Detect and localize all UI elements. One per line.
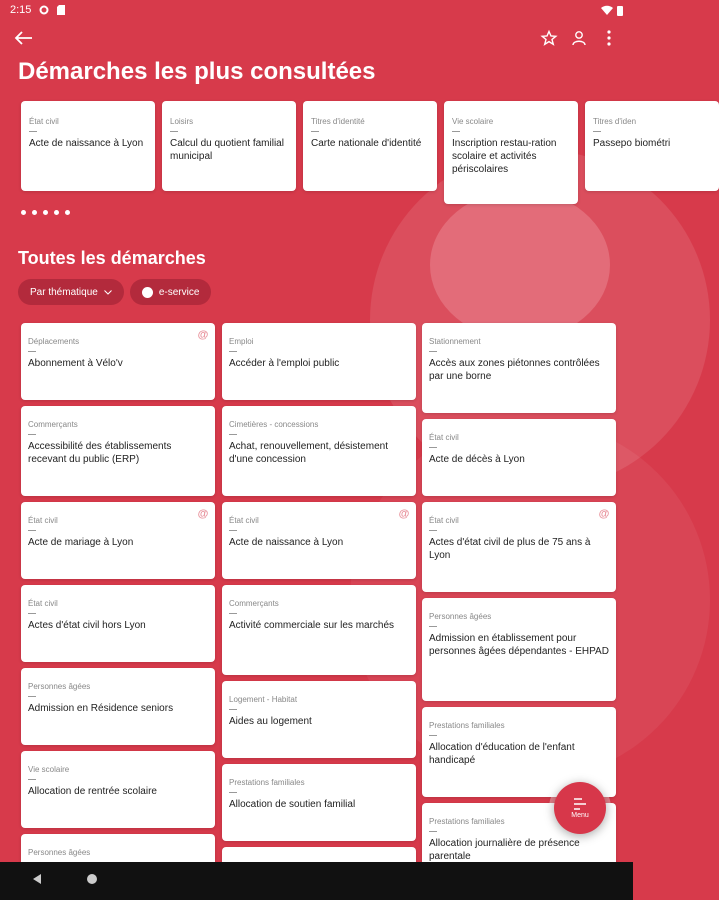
category-divider (229, 434, 237, 435)
category-divider (429, 447, 437, 448)
triangle-back-icon (32, 873, 42, 885)
procedure-tile[interactable] (21, 668, 215, 745)
procedure-tile[interactable] (21, 502, 215, 579)
tile-category: Prestations familiales (429, 817, 505, 826)
tile-category: Déplacements (28, 337, 80, 346)
procedure-tile[interactable] (21, 751, 215, 828)
tile-category: Commerçants (229, 599, 279, 608)
tile-title: Allocation de soutien familial (229, 799, 356, 810)
card-title: Carte nationale d'identité (311, 138, 422, 149)
card-category: Vie scolaire (452, 117, 494, 126)
category-divider (229, 792, 237, 793)
tile-category: État civil (28, 599, 58, 608)
tile-category: Stationnement (429, 337, 481, 346)
tile-category: Vie scolaire (28, 765, 70, 774)
card-category: État civil (29, 117, 59, 126)
category-divider (429, 831, 437, 832)
procedure-tile[interactable] (222, 502, 416, 579)
section-title: Toutes les démarches (18, 248, 206, 268)
menu-icon (573, 798, 587, 810)
procedure-tile[interactable] (222, 585, 416, 675)
system-nav-bar (0, 862, 633, 900)
tile-title: Activité commerciale sur les marchés (229, 620, 395, 631)
tile-title: Actes d'état civil de plus de 75 ans à Lyon (429, 537, 591, 561)
tile-category: Emploi (229, 337, 254, 346)
tile-category: Prestations familiales (229, 778, 305, 787)
tile-title: Acte de naissance à Lyon (229, 537, 344, 548)
category-divider (28, 696, 36, 697)
category-divider (28, 351, 36, 352)
at-icon: @ (598, 508, 610, 520)
procedure-tile[interactable] (21, 585, 215, 662)
menu-fab-label: Menu (571, 811, 589, 819)
category-divider (429, 530, 437, 531)
procedure-tile[interactable] (21, 406, 215, 496)
tile-category: État civil (229, 516, 259, 525)
category-divider (28, 530, 36, 531)
category-divider (229, 530, 237, 531)
card-title: Calcul du quotient familial municipal (170, 138, 284, 162)
procedure-tile[interactable] (422, 419, 616, 496)
tile-title: Allocation journalière de présence parentale (429, 838, 580, 862)
category-divider (429, 735, 437, 736)
card-category: Titres d'identité (311, 117, 365, 126)
tile-title: Actes d'état civil hors Lyon (28, 620, 146, 631)
tile-title: Admission en Résidence seniors (28, 703, 174, 714)
tile-title: Acte de décès à Lyon (429, 454, 525, 465)
procedure-tile[interactable] (422, 502, 616, 592)
category-divider (229, 351, 237, 352)
category-divider (28, 779, 36, 780)
card-title: Acte de naissance à Lyon (29, 138, 144, 149)
category-divider (229, 709, 237, 710)
at-icon: @ (197, 508, 209, 520)
tile-title: Aides au logement (229, 716, 312, 727)
category-divider (429, 626, 437, 627)
card-title: Passepo biométri (593, 138, 671, 149)
menu-fab[interactable] (554, 782, 606, 834)
at-icon: @ (398, 508, 410, 520)
card-category: Titres d'iden (593, 117, 637, 126)
tile-title: Abonnement à Vélo'v (28, 358, 123, 369)
tile-category: Logement - Habitat (229, 695, 298, 704)
tile-category: Cimetières - concessions (229, 420, 319, 429)
tile-category: Prestations familiales (429, 721, 505, 730)
nav-back-button[interactable] (32, 872, 42, 890)
tile-category: Personnes âgées (429, 612, 492, 621)
category-divider (28, 434, 36, 435)
procedure-tile[interactable] (222, 681, 416, 758)
card-category: Loisirs (170, 117, 194, 126)
category-divider (229, 613, 237, 614)
tile-title: Accessibilité des établissements recevant du public (ERP) (28, 441, 172, 465)
procedure-tile[interactable] (21, 323, 215, 400)
tile-category: État civil (429, 433, 459, 442)
tile-category: État civil (28, 516, 58, 525)
procedure-tile[interactable] (222, 764, 416, 841)
card-title: Inscription restau-ration scolaire et activités périscolaires (452, 138, 557, 175)
category-divider (28, 613, 36, 614)
status-time: 2:15 (10, 4, 32, 16)
page-title: Démarches les plus consultées (18, 58, 376, 85)
nav-home-button[interactable] (86, 872, 98, 890)
procedure-tile[interactable] (222, 406, 416, 496)
tile-title: Accéder à l'emploi public (229, 358, 340, 369)
circle-home-icon (86, 873, 98, 885)
tile-title: Allocation de rentrée scolaire (28, 786, 157, 797)
procedure-tile[interactable] (422, 598, 616, 701)
tile-title: Allocation d'éducation de l'enfant handicapé (429, 742, 575, 766)
tile-title: Admission en établissement pour personnes âgées dépendantes - EHPAD (429, 633, 609, 657)
procedure-tile[interactable] (222, 323, 416, 400)
tile-title: Accès aux zones piétonnes contrôlées par une borne (429, 358, 600, 382)
tile-category: Personnes âgées (28, 682, 91, 691)
tile-category: Commerçants (28, 420, 78, 429)
tile-title: Acte de mariage à Lyon (28, 537, 134, 548)
category-divider (429, 351, 437, 352)
tile-category: État civil (429, 516, 459, 525)
at-icon: @ (197, 329, 209, 341)
theme-filter-label: Par thématique (30, 286, 98, 298)
tile-title: Achat, renouvellement, désistement d'une concession (229, 441, 388, 465)
eservice-toggle-label: e-service (158, 286, 200, 298)
procedure-tile[interactable] (422, 323, 616, 413)
tile-category: Personnes âgées (28, 848, 91, 857)
